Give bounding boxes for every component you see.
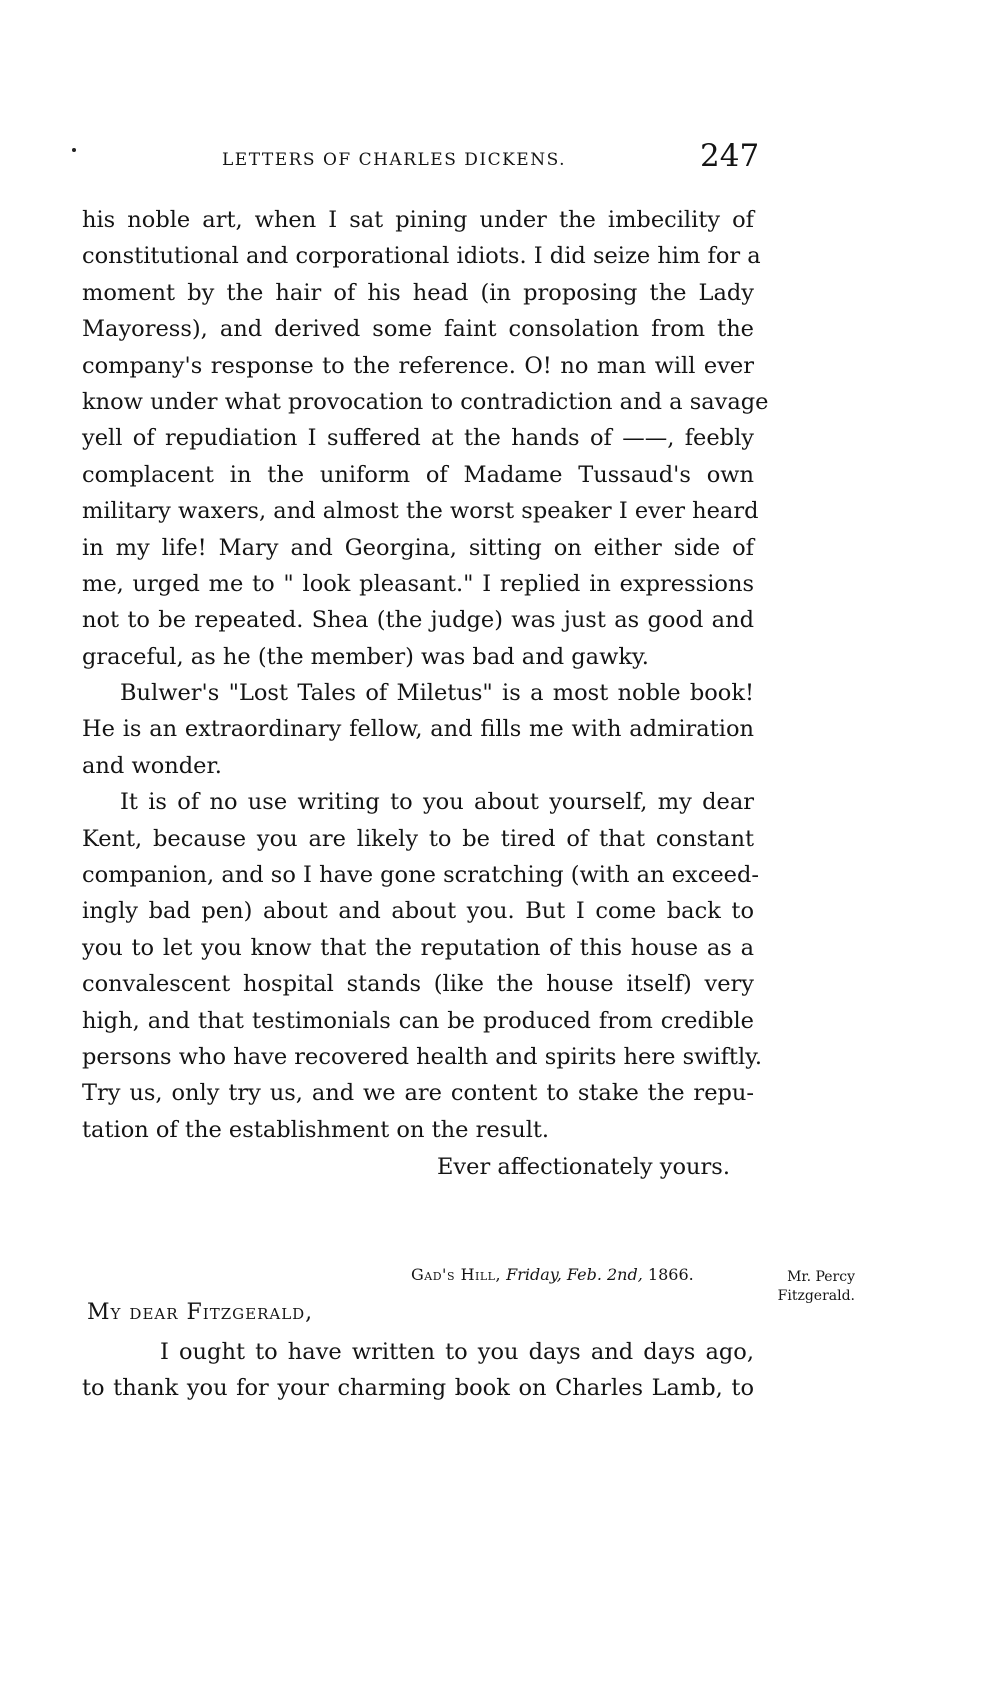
text-line: high, and that testimonials can be produced from credible xyxy=(82,1007,754,1034)
text-line: yell of repudiation I suffered at the hands of ——, feebly xyxy=(82,425,754,452)
text-line: military waxers, and almost the worst speaker I ever heard xyxy=(82,498,759,525)
text-line: know under what provocation to contradiction and a savage xyxy=(82,388,769,415)
text-line: companion, and so I have gone scratching (with an exceed- xyxy=(82,862,759,889)
text-line: in my life! Mary and Georgina, sitting on either side of xyxy=(82,534,754,561)
text-line: not to be repeated. Shea (the judge) was just as good and xyxy=(82,607,754,634)
text-line: He is an extraordinary fellow, and fills me with admiration xyxy=(82,716,754,743)
text-line: complacent in the uniform of Madame Tussaud's own xyxy=(82,461,754,488)
text-line: to thank you for your charming book on Charles Lamb, to xyxy=(82,1375,754,1402)
text-line: company's response to the reference. O! no man will ever xyxy=(82,352,754,379)
dateline-year: 1866. xyxy=(647,1265,694,1284)
text-line: tation of the establishment on the result. xyxy=(82,1116,550,1143)
text-line: convalescent hospital stands (like the house itself) very xyxy=(82,971,754,998)
text-line: you to let you know that the reputation of this house as a xyxy=(82,934,754,961)
recipient-name-line-1: Mr. Percy xyxy=(787,1269,855,1285)
text-line: ingly bad pen) about and about you. But I come back to xyxy=(82,898,754,925)
text-line: Kent, because you are likely to be tired of that constant xyxy=(82,825,754,852)
letter-body-text xyxy=(82,202,769,1148)
text-line: It is of no use writing to you about yourself, my dear xyxy=(120,789,754,816)
text-line: constitutional and corporational idiots. I did seize him for a xyxy=(82,243,761,270)
recipient-margin-note xyxy=(765,1268,855,1306)
next-letter-body xyxy=(82,1334,754,1407)
print-speck xyxy=(72,148,76,152)
recipient-name-line-2: Fitzgerald. xyxy=(777,1288,855,1304)
running-head: LETTERS OF CHARLES DICKENS. xyxy=(222,150,567,170)
dateline-place: Gad's Hill, xyxy=(411,1265,502,1284)
text-line: his noble art, when I sat pining under the imbecility of xyxy=(82,207,754,233)
text-line: I ought to have written to you days and days ago, xyxy=(160,1339,754,1365)
text-line: persons who have recovered health and spirits here swiftly. xyxy=(82,1043,763,1070)
letter-dateline xyxy=(411,1265,694,1284)
text-line: Try us, only try us, and we are content to stake the repu- xyxy=(82,1080,754,1107)
text-line: and wonder. xyxy=(82,752,222,779)
page-number: 247 xyxy=(700,138,760,174)
text-line: Bulwer's "Lost Tales of Miletus" is a most noble book! xyxy=(120,680,754,707)
text-line: Mayoress), and derived some faint consolation from the xyxy=(82,316,754,343)
closing-valediction: Ever affectionately yours. xyxy=(437,1154,730,1180)
salutation: My dear Fitzgerald, xyxy=(87,1300,314,1325)
text-line: me, urged me to " look pleasant." I replied in expressions xyxy=(82,570,754,597)
text-line: graceful, as he (the member) was bad and gawky. xyxy=(82,643,649,670)
dateline-date: Friday, Feb. 2nd, xyxy=(506,1265,643,1284)
text-line: moment by the hair of his head (in proposing the Lady xyxy=(82,279,754,306)
